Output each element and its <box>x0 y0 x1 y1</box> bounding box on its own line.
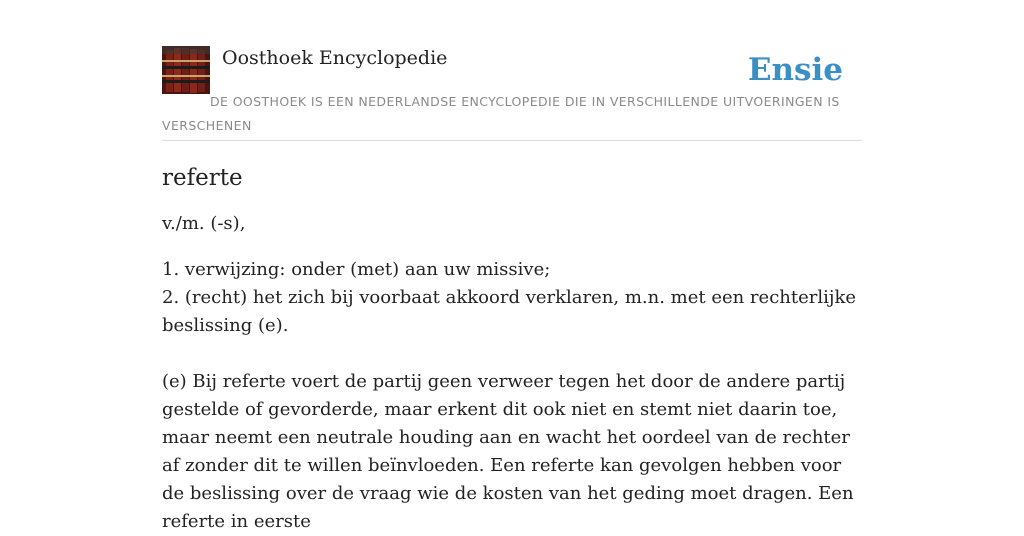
entry-content <box>162 160 862 536</box>
ensie-logo-link[interactable]: Ensie <box>747 52 843 88</box>
book-spines-avatar-icon[interactable] <box>162 46 210 94</box>
definition-list <box>162 256 862 340</box>
site-tagline: DE OOSTHOEK IS EEN NEDERLANDSE ENCYCLOPEDIE DIE IN VERSCHILLENDE UITVOERINGEN IS VERSCHENEN <box>162 94 840 133</box>
site-name[interactable]: Oosthoek Encyclopedie <box>222 47 448 69</box>
site-header <box>162 46 862 141</box>
definition-item: 2. (recht) het zich bij voorbaat akkoord verklaren, m.n. met een rechterlijke beslissing (e). <box>162 287 857 336</box>
definition-item: 1. verwijzing: onder (met) aan uw missive; <box>162 259 551 280</box>
entry-note: (e) Bij referte voert de partij geen verweer tegen het door de andere partij gestelde of gevorderde, maar erkent dit ook niet en stemt niet daarin toe, maar neemt een neutrale houding aan en wacht het oordeel van de rechter af zonder dit te willen beïnvloeden. Een referte kan gevolgen hebben voor de beslissing over de vraag wie de kosten van het geding moet dragen. Een referte in eerste <box>162 371 854 532</box>
entry-grammar: v./m. (-s), <box>162 213 246 234</box>
entry-title: referte <box>162 165 243 191</box>
